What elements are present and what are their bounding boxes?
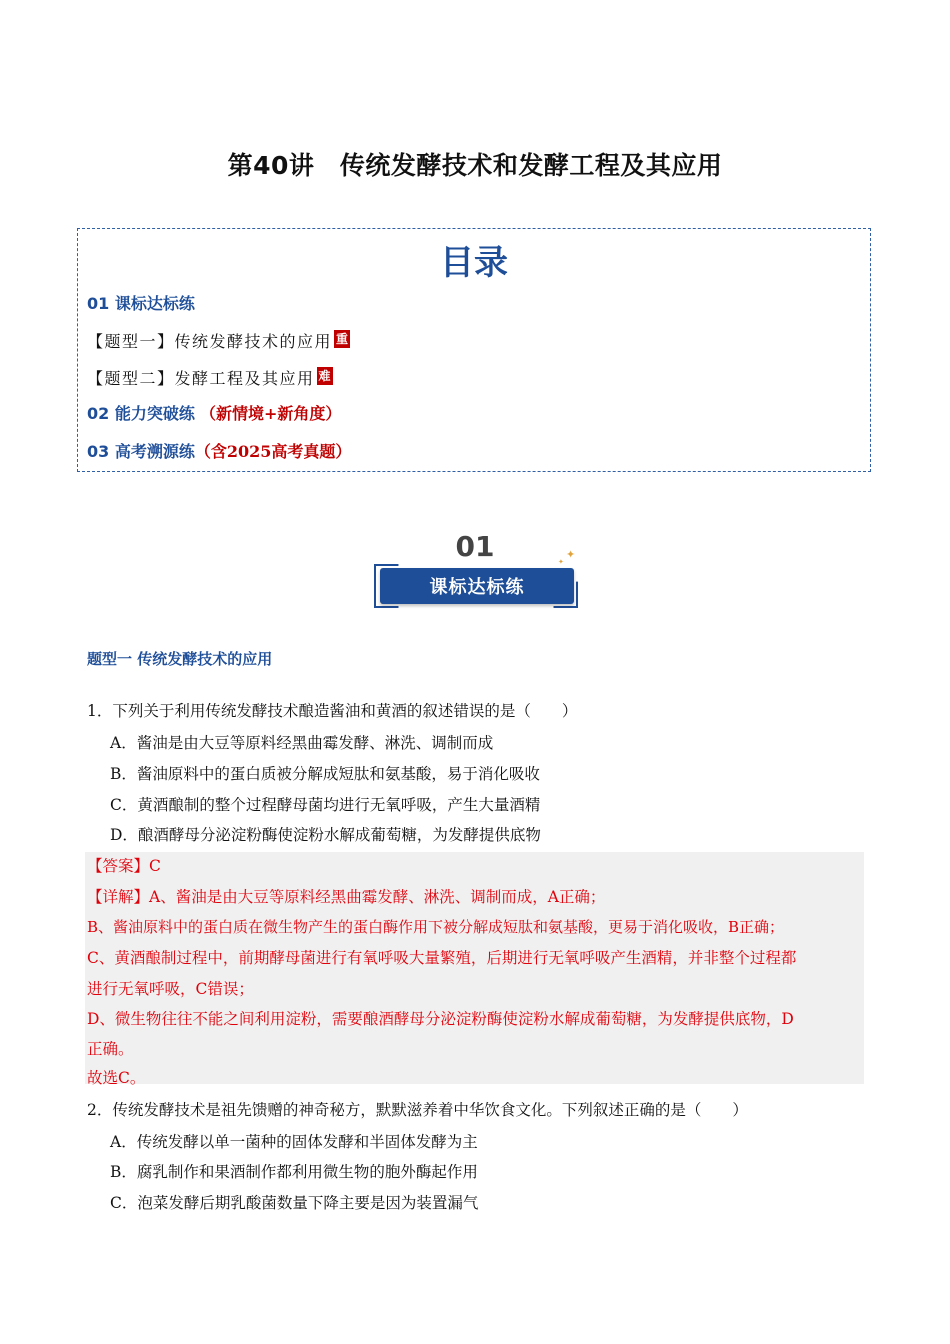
explanation-line: D、微生物往往不能之间利用淀粉，需要酿酒酵母分泌淀粉酶使淀粉水解成葡萄糖，为发酵提供底物，D [87, 1010, 794, 1028]
explanation-line: 【详解】A、酱油是由大豆等原料经黑曲霉发酵、淋洗、调制而成，A正确； [87, 888, 606, 906]
toc-item-note: （新情境+新角度） [199, 404, 342, 423]
toc-item-note: （含2025高考真题） [194, 442, 352, 461]
option-c: C．黄酒酿制的整个过程酵母菌均进行无氧呼吸，产生大量酒精 [110, 796, 541, 814]
banner-label: 课标达标练 [429, 577, 525, 598]
explanation-line: B、酱油原料中的蛋白质在微生物产生的蛋白酶作用下被分解成短肽和氨基酸，更易于消化吸收，B正确； [87, 918, 785, 936]
toc-item-label: 【题型一】传统发酵技术的应用 [87, 332, 333, 351]
option-a: A．酱油是由大豆等原料经黑曲霉发酵、淋洗、调制而成 [110, 734, 494, 752]
explanation-line: 故选C。 [87, 1069, 146, 1087]
toc-item-1[interactable] [87, 291, 195, 314]
answer-line: 【答案】C [87, 857, 161, 875]
toc-item-label: 【题型二】发酵工程及其应用 [87, 369, 315, 388]
toc-item-2[interactable] [87, 329, 350, 352]
option-d: D．酿酒酵母分泌淀粉酶使淀粉水解成葡萄糖，为发酵提供底物 [110, 826, 541, 844]
toc-item-label: 03 高考溯源练 [87, 442, 195, 461]
banner-bar [380, 568, 574, 604]
difficulty-tag: 难 [318, 369, 331, 383]
option-b: B．腐乳制作和果酒制作都利用微生物的胞外酶起作用 [110, 1163, 478, 1181]
explanation-line: 进行无氧呼吸，C错误； [87, 980, 254, 998]
option-b: B．酱油原料中的蛋白质被分解成短肽和氨基酸，易于消化吸收 [110, 765, 540, 783]
toc-item-5[interactable] [87, 439, 351, 462]
explanation-line: C、黄酒酿制过程中，前期酵母菌进行有氧呼吸大量繁殖，后期进行无氧呼吸产生酒精，并非整个过程都 [87, 949, 797, 967]
table-of-contents [77, 228, 871, 472]
toc-item-label: 01 课标达标练 [87, 294, 195, 313]
question-stem: 2．传统发酵技术是祖先馈赠的神奇秘方，默默滋养着中华饮食文化。下列叙述正确的是（ ） [87, 1101, 748, 1119]
question-stem: 1．下列关于利用传统发酵技术酿造酱油和黄酒的叙述错误的是（ ） [87, 702, 578, 720]
option-c: C．泡菜发酵后期乳酸菌数量下降主要是因为装置漏气 [110, 1194, 479, 1212]
banner-number: 01 [455, 530, 495, 563]
page-title: 第40讲 传统发酵技术和发酵工程及其应用 [227, 151, 723, 180]
section-banner [370, 530, 580, 610]
section-heading: 题型一 传统发酵技术的应用 [87, 650, 273, 668]
sparkle-icon: ✦ [558, 558, 564, 566]
importance-tag: 重 [336, 332, 349, 346]
toc-heading: 目录 [440, 243, 508, 283]
sparkle-icon: ✦ [566, 548, 576, 561]
toc-item-label: 02 能力突破练 [87, 404, 195, 423]
option-a: A．传统发酵以单一菌种的固体发酵和半固体发酵为主 [110, 1133, 478, 1151]
explanation-line: 正确。 [87, 1040, 134, 1058]
toc-item-4[interactable] [87, 401, 341, 424]
toc-item-3[interactable] [87, 366, 333, 389]
